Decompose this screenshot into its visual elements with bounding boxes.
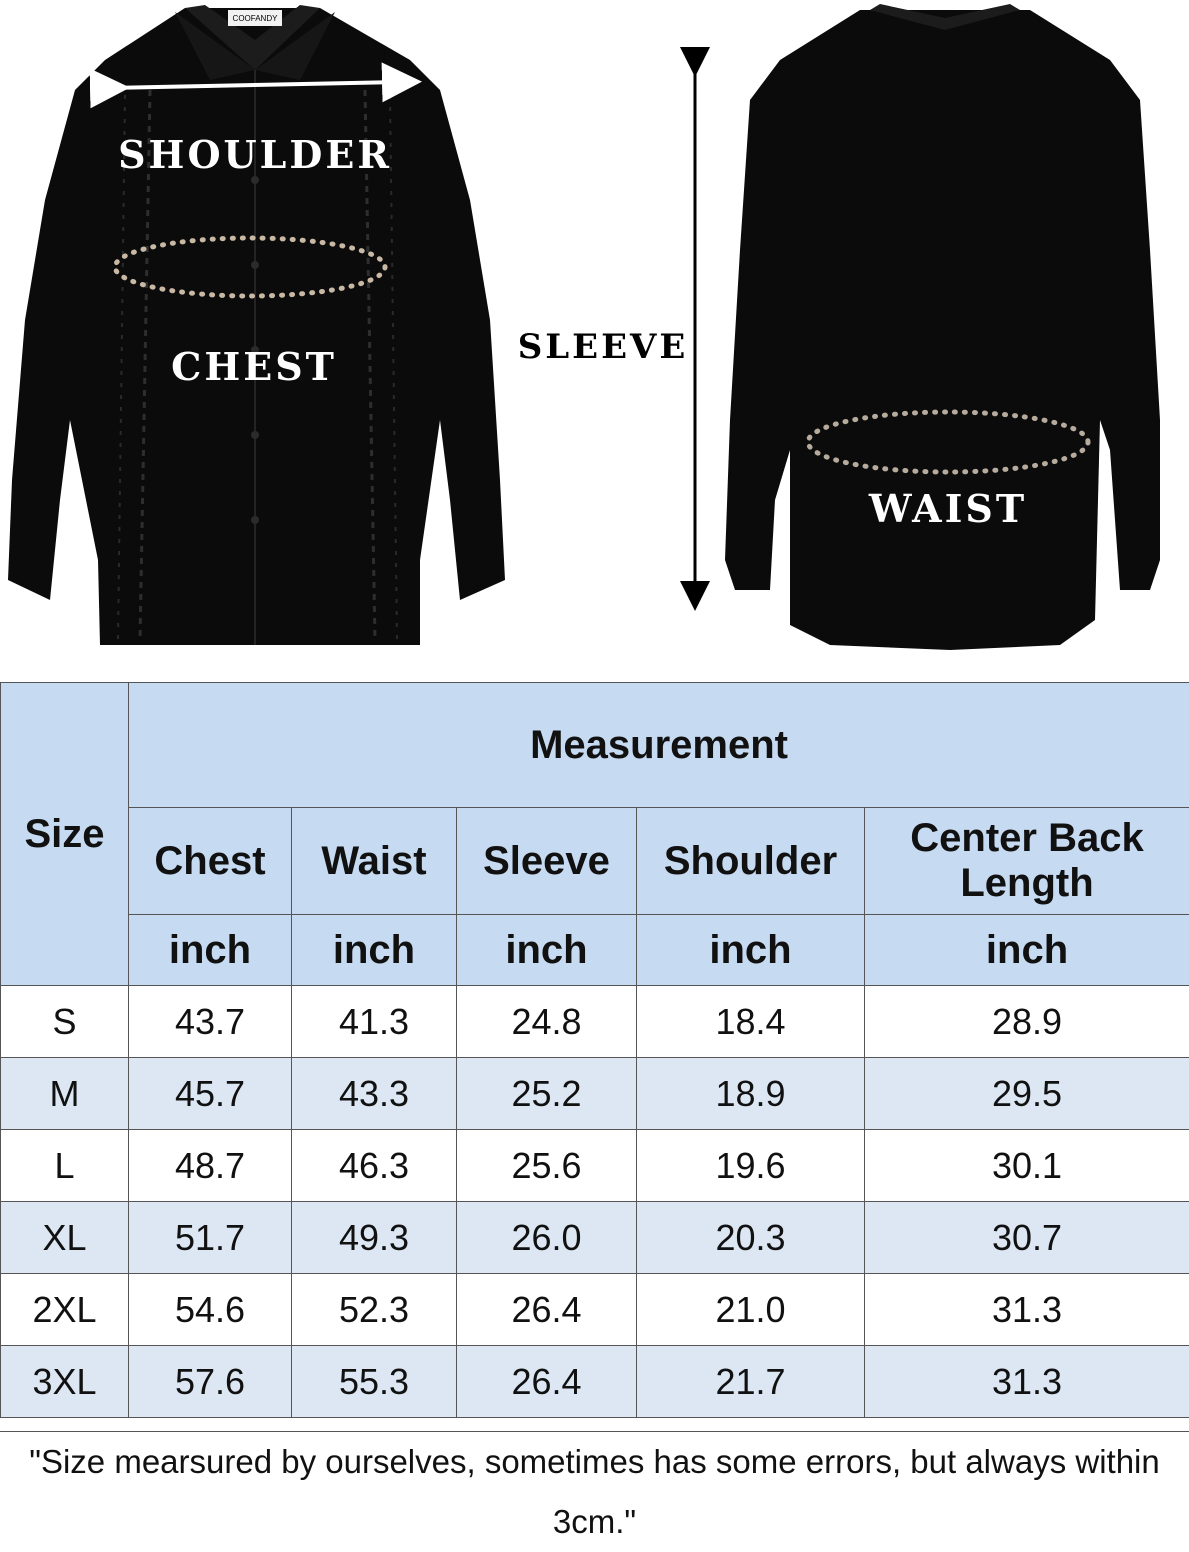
table-cell: 21.7 xyxy=(637,1346,865,1418)
table-cell: 19.6 xyxy=(637,1130,865,1202)
unit-label: inch xyxy=(637,915,865,986)
waist-label: WAIST xyxy=(868,486,1027,531)
measurement-disclaimer: "Size mearsured by ourselves, sometimes has some errors, but always within 3cm." xyxy=(0,1431,1189,1492)
table-cell: 25.6 xyxy=(457,1130,637,1202)
table-cell: 26.0 xyxy=(457,1202,637,1274)
table-cell: 24.8 xyxy=(457,986,637,1058)
table-cell: 51.7 xyxy=(129,1202,292,1274)
table-cell: 26.4 xyxy=(457,1274,637,1346)
table-row xyxy=(1,1274,1189,1346)
size-cell: S xyxy=(1,986,129,1058)
size-chart-table xyxy=(0,682,1189,1418)
table-cell: 43.7 xyxy=(129,986,292,1058)
table-cell: 43.3 xyxy=(292,1058,457,1130)
table-cell: 48.7 xyxy=(129,1130,292,1202)
brand-tag-text: COOFANDY xyxy=(233,14,279,23)
table-cell: 31.3 xyxy=(865,1274,1189,1346)
table-cell: 18.9 xyxy=(637,1058,865,1130)
table-cell: 25.2 xyxy=(457,1058,637,1130)
table-cell: 21.0 xyxy=(637,1274,865,1346)
table-cell: 52.3 xyxy=(292,1274,457,1346)
table-cell: 18.4 xyxy=(637,986,865,1058)
column-header-center-back-length: Center Back Length xyxy=(865,808,1189,915)
sleeve-label: SLEEVE xyxy=(518,327,689,367)
table-cell: 45.7 xyxy=(129,1058,292,1130)
front-shirt-image xyxy=(8,5,505,645)
column-header-chest: Chest xyxy=(129,808,292,915)
size-cell: 3XL xyxy=(1,1346,129,1418)
unit-label: inch xyxy=(129,915,292,986)
size-cell: L xyxy=(1,1130,129,1202)
table-cell: 26.4 xyxy=(457,1346,637,1418)
table-cell: 20.3 xyxy=(637,1202,865,1274)
size-column-header: Size xyxy=(1,683,129,986)
table-cell: 46.3 xyxy=(292,1130,457,1202)
table-cell: 54.6 xyxy=(129,1274,292,1346)
size-cell: M xyxy=(1,1058,129,1130)
shirt-measurement-illustration xyxy=(0,0,1189,680)
unit-label: inch xyxy=(457,915,637,986)
table-cell: 31.3 xyxy=(865,1346,1189,1418)
table-row xyxy=(1,1058,1189,1130)
table-row xyxy=(1,1346,1189,1418)
shoulder-label: SHOULDER xyxy=(118,132,392,177)
table-cell: 55.3 xyxy=(292,1346,457,1418)
table-cell: 30.7 xyxy=(865,1202,1189,1274)
size-cell: XL xyxy=(1,1202,129,1274)
back-shirt-image xyxy=(725,4,1160,650)
table-cell: 30.1 xyxy=(865,1130,1189,1202)
column-header-sleeve: Sleeve xyxy=(457,808,637,915)
column-header-shoulder: Shoulder xyxy=(637,808,865,915)
table-cell: 28.9 xyxy=(865,986,1189,1058)
table-cell: 41.3 xyxy=(292,986,457,1058)
table-cell: 29.5 xyxy=(865,1058,1189,1130)
table-row xyxy=(1,1202,1189,1274)
column-header-waist: Waist xyxy=(292,808,457,915)
unit-label: inch xyxy=(292,915,457,986)
measurement-header: Measurement xyxy=(129,683,1189,808)
chest-label: CHEST xyxy=(171,344,337,389)
unit-label: inch xyxy=(865,915,1189,986)
size-cell: 2XL xyxy=(1,1274,129,1346)
table-cell: 57.6 xyxy=(129,1346,292,1418)
table-cell: 49.3 xyxy=(292,1202,457,1274)
sleeve-indicator xyxy=(518,62,695,596)
table-row xyxy=(1,1130,1189,1202)
table-row xyxy=(1,986,1189,1058)
